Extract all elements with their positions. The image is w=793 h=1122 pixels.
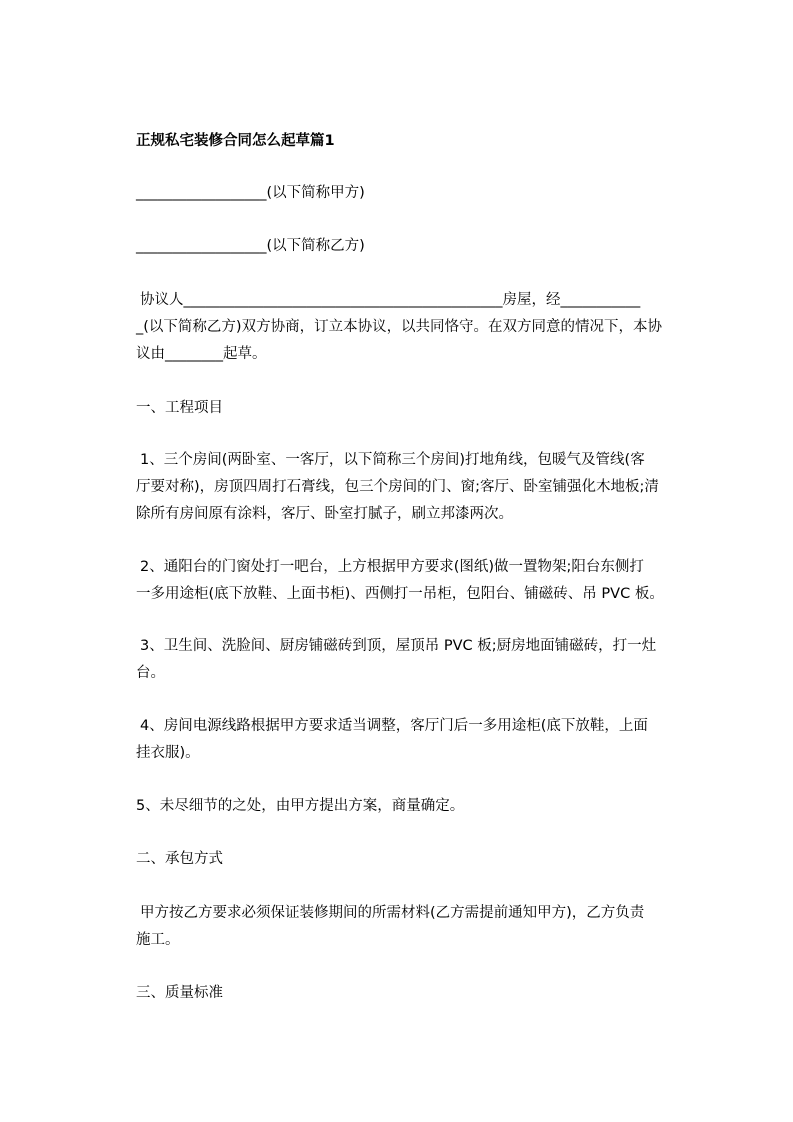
intro-line-3: 议由________起草。 [136,346,267,362]
intro-line-2: _(以下简称乙方)双方协商，订立本协议，以共同恪守。在双方同意的情况下，本协 [136,319,663,335]
section-1-heading: 一、工程项目 [136,400,223,416]
item-1-line-3: 除所有房间原有涂料，客厅、卧室打腻子，刷立邦漆两次。 [136,506,513,522]
item-3-paragraph [136,633,700,687]
section-2-line-1: 甲方按乙方要求必须保证装修期间的所需材料(乙方需提前通知甲方)，乙方负责 [140,905,645,921]
section-2-line-2: 施工。 [136,932,180,948]
item-1-paragraph [136,447,700,528]
item-2-paragraph [136,554,700,608]
document-title: 正规私宅装修合同怎么起草篇1 [136,133,335,149]
section-3-heading: 三、质量标准 [136,985,223,1001]
item-2-line-1: 2、通阳台的门窗处打一吧台，上方根据甲方要求(图纸)做一置物架;阳台东侧打 [140,559,644,575]
item-1-line-2: 厅要对称)，房顶四周打石膏线，包三个房间的门、窗;客厅、卧室铺强化木地板;清 [136,479,659,495]
item-4-paragraph [136,713,700,767]
party-b-line: __________________(以下简称乙方) [136,238,365,254]
item-5-paragraph: 5、未尽细节的之处，由甲方提出方案，商量确定。 [136,798,465,814]
intro-paragraph [136,287,700,368]
section-2-heading: 二、承包方式 [136,851,223,867]
item-3-line-1: 3、卫生间、洗脸间、厨房铺磁砖到顶，屋顶吊 PVC 板;厨房地面铺磁砖，打一灶 [140,638,657,654]
item-4-line-1: 4、房间电源线路根据甲方要求适当调整，客厅门后一多用途柜(底下放鞋，上面 [140,718,648,734]
party-a-line: __________________(以下简称甲方) [136,185,365,201]
item-1-line-1: 1、三个房间(两卧室、一客厅，以下简称三个房间)打地角线，包暖气及管线(客 [140,452,645,468]
item-2-line-2: 一多用途柜(底下放鞋、上面书柜)、西侧打一吊柜，包阳台、铺磁砖、吊 PVC 板。 [136,586,664,602]
item-3-line-2: 台。 [136,665,165,681]
intro-line-1: 协议人____________________________________________房屋，经___________ [140,292,641,308]
item-4-line-2: 挂衣服)。 [136,745,200,761]
section-2-paragraph [136,900,700,954]
